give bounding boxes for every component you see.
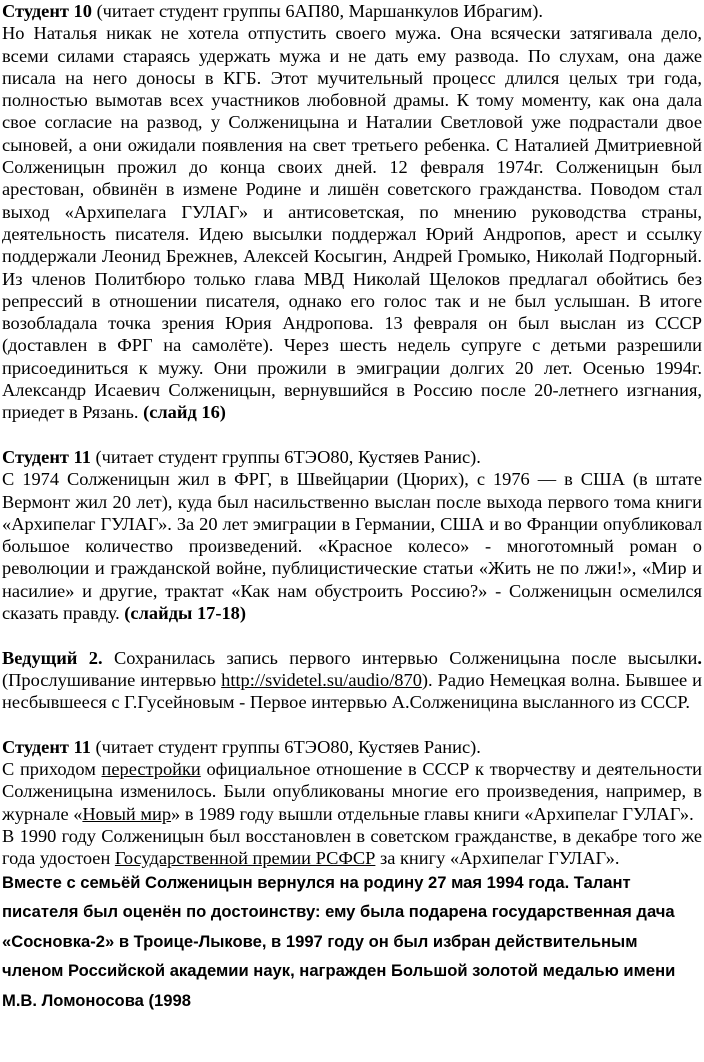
paragraph-student-11-text <box>2 468 702 624</box>
body-text: С 1974 Солженицын жил в ФРГ, в Швейцарии (Цюрих), с 1976 — в США (в штате Вермонт жил 20 лет), куда был насильственно выслан после выхода первого тома книги «Архипелаг ГУЛАГ». За 20 лет эмиграции в Германии, США и во Франции опубликовал большое количество произведений. «Красное колесо» - многотомный роман о революции и гражданской войне, публицистические статьи «Жить не по лжи!», «Мир и насилие» и другие, трактат «Как нам обустроить Россию?» - Солженицын осмелился сказать правду. <box>2 469 702 624</box>
spacer <box>2 714 702 736</box>
period: . <box>697 647 702 668</box>
paragraph-1990 <box>2 825 702 870</box>
paragraph-student-11-header <box>2 446 702 468</box>
reader-note: (читает студент группы 6АП80, Маршанкулов Ибрагим). <box>96 1 543 21</box>
document-page <box>2 0 702 1016</box>
paragraph-return-1994: Вместе с семьёй Солженицын вернулся на родину 27 мая 1994 года. Талант писателя был оценён по достоинству: ему была подарена государственная дача «Сосновка-2» в Троице-Лыкове, в 1997 году он был избран действительным членом Российской академии наук, награжден Большой золотой медалью имени М.В. Ломоносова (1998 <box>2 872 676 1010</box>
spacer <box>2 424 702 446</box>
body-text: С приходом <box>2 759 102 780</box>
speaker-label: Студент 11 <box>2 446 91 467</box>
audio-link[interactable]: http://svidetel.su/audio/870 <box>221 669 422 690</box>
body-text: официальное отношение в СССР к творчеству и деятельности Солженицына изменилось. Были опубликованы многие его произведения, например, в журнале « <box>2 759 702 824</box>
speaker-label: Студент 10 <box>2 1 92 21</box>
body-text: за книгу «Архипелаг ГУЛАГ». <box>375 848 620 869</box>
paragraph-student-11b-header <box>2 736 702 758</box>
novy-mir-link[interactable]: Новый мир <box>82 803 172 824</box>
body-text: » в 1989 году вышли отдельные главы книги «Архипелаг ГУЛАГ». <box>171 803 694 824</box>
reader-note: (читает студент группы 6ТЭО80, Кустяев Ранис). <box>95 446 481 467</box>
state-prize-link[interactable]: Государственной премии РСФСР <box>114 848 376 869</box>
paragraph-student-10-text <box>2 22 702 423</box>
speaker-label: Студент 11 <box>2 736 91 757</box>
body-text: В 1990 году Солженицын был восстановлен в советском гражданстве, в декабре того же года удостоен <box>2 825 702 869</box>
slide-ref: (слайды 17-18) <box>124 603 246 624</box>
reader-note: (читает студент группы 6ТЭО80, Кустяев Ранис). <box>95 736 481 757</box>
paragraph-host-2 <box>2 647 702 714</box>
slide-ref: (слайд 16) <box>143 402 226 423</box>
body-text: (Прослушивание интервью <box>2 669 222 690</box>
paragraph-student-11b-text <box>2 758 702 825</box>
perestroika-link[interactable]: перестройки <box>101 759 201 780</box>
paragraph-student-10 <box>2 0 702 22</box>
speaker-label: Ведущий 2. <box>2 647 103 668</box>
body-text: Но Наталья никак не хотела отпустить своего мужа. Она всячески затягивала дело, всеми силами стараясь удержать мужа и не дать ему развода. По слухам, она даже писала на него доносы в КГБ. Этот мучительный процесс длился целых три года, полностью вымотав всех участников любовной драмы. К тому моменту, как она дала свое согласие на развод, у Солженицына и Наталии Светловой уже подрастали двое сыновей, а они ожидали появления на свет третьего ребенка. С Наталией Дмитриевной Солженицын прожил до конца своих дней. 12 февраля 1974г. Солженицын был арестован, обвинён в измене Родине и лишён советского гражданства. Поводом стал выход «Архипелага ГУЛАГ» и антисоветская, по мнению руководства страны, деятельность писателя. Идею высылки поддержал Юрий Андропов, арест и ссылку поддержали Леонид Брежнев, Алексей Косыгин, Андрей Громыко, Николай Подгорный. Из членов Политбюро только глава МВД Николай Щелоков предлагал обойтись без репрессий в отношении писателя, однако его голос так и не был услышан. В итоге возобладала точка зрения Юрия Андропова. 13 февраля он был выслан из СССР (доставлен в ФРГ на самолёте). Через шесть недель супруге с детьми разрешили присоединиться к мужу. Они прожили в эмиграции долгих 20 лет. Осенью 1994г. Александр Исаевич Солженицын, вернувшийся в Россию после 20-летнего изгнания, приедет в Рязань. <box>2 23 702 423</box>
spacer <box>2 624 702 646</box>
body-text: ). Радио Немецкая волна. Бывшее и несбывшееся с Г.Гусейновым - Первое интервью А.Солженицина высланного из СССР. <box>2 669 703 713</box>
paragraph-wrap <box>2 868 702 1016</box>
body-text: Сохранилась запись первого интервью Солженицына после высылки <box>102 647 698 668</box>
